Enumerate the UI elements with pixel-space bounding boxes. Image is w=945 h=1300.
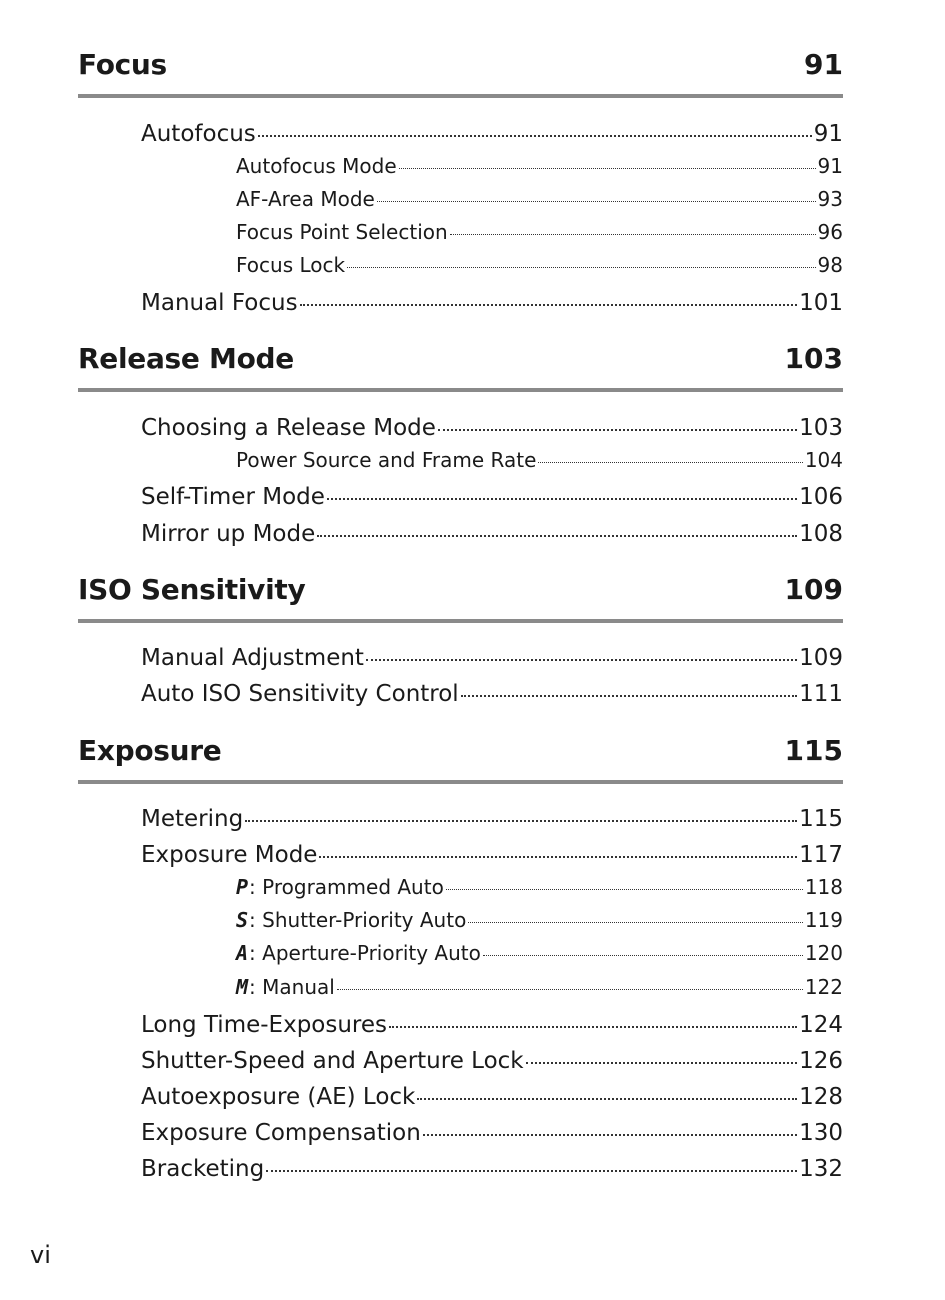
toc-entry[interactable] xyxy=(141,1082,843,1112)
dot-leader xyxy=(526,1062,797,1064)
entry-page: 109 xyxy=(799,645,843,671)
entry-page: 122 xyxy=(804,975,843,999)
dot-leader xyxy=(399,168,816,169)
entry-label: Autoexposure (AE) Lock xyxy=(141,1084,416,1110)
entry-page: 115 xyxy=(799,806,843,832)
toc-entry[interactable] xyxy=(141,119,843,149)
toc-section-iso-sensitivity xyxy=(78,571,843,707)
entry-label-text: : Programmed Auto xyxy=(249,875,444,899)
dot-leader xyxy=(266,1170,797,1172)
mode-a-icon: A xyxy=(236,941,249,965)
dot-leader xyxy=(327,498,797,500)
entry-label xyxy=(236,874,444,900)
section-divider xyxy=(78,388,843,392)
dot-leader xyxy=(389,1026,797,1028)
toc-entry[interactable] xyxy=(141,413,843,443)
section-divider xyxy=(78,619,843,623)
toc-entry[interactable] xyxy=(141,1046,843,1076)
entry-page: 98 xyxy=(817,253,843,277)
entry-page: 126 xyxy=(799,1048,843,1074)
toc-subentry[interactable] xyxy=(236,874,843,900)
entry-page: 108 xyxy=(799,521,843,547)
entry-label xyxy=(236,907,466,933)
entry-label: Focus Point Selection xyxy=(236,220,448,244)
entry-label: Exposure Compensation xyxy=(141,1120,421,1146)
section-divider xyxy=(78,780,843,784)
dot-leader xyxy=(245,820,797,822)
entry-label-text: : Aperture-Priority Auto xyxy=(249,941,481,965)
toc-subentry[interactable] xyxy=(236,186,843,212)
entry-page: 132 xyxy=(799,1156,843,1182)
entry-label: Manual Adjustment xyxy=(141,645,364,671)
dot-leader xyxy=(300,304,798,306)
mode-p-icon: P xyxy=(236,875,249,899)
section-page-number: 109 xyxy=(784,573,843,606)
entry-label: Exposure Mode xyxy=(141,842,318,868)
toc-section-focus xyxy=(78,46,843,316)
section-title: ISO Sensitivity xyxy=(78,573,306,606)
entry-label: Autofocus xyxy=(141,121,256,147)
entry-page: 130 xyxy=(799,1120,843,1146)
entry-page: 119 xyxy=(804,908,843,932)
entry-label-text: : Manual xyxy=(249,975,335,999)
toc-entry[interactable] xyxy=(141,482,843,512)
toc-subentry[interactable] xyxy=(236,153,843,179)
entry-page: 96 xyxy=(817,220,843,244)
entry-label-text: : Shutter-Priority Auto xyxy=(249,908,467,932)
toc-entry[interactable] xyxy=(141,643,843,673)
toc-subentry[interactable] xyxy=(236,940,843,966)
dot-leader xyxy=(417,1098,797,1100)
section-title: Focus xyxy=(78,48,167,81)
dot-leader xyxy=(377,201,816,202)
entry-page: 104 xyxy=(804,448,843,472)
entry-label: Metering xyxy=(141,806,244,832)
dot-leader xyxy=(468,922,803,923)
entry-page: 101 xyxy=(799,290,843,316)
mode-m-icon: M xyxy=(236,975,249,999)
entry-label: Shutter-Speed and Aperture Lock xyxy=(141,1048,524,1074)
toc-entry[interactable] xyxy=(141,1118,843,1148)
entry-page: 91 xyxy=(813,121,843,147)
entry-page: 117 xyxy=(799,842,843,868)
entry-page: 124 xyxy=(799,1012,843,1038)
toc-entry[interactable] xyxy=(141,288,843,318)
dot-leader xyxy=(337,989,803,990)
section-header xyxy=(78,571,843,611)
section-page-number: 115 xyxy=(784,734,843,767)
toc-subentry[interactable] xyxy=(236,219,843,245)
entry-label: Choosing a Release Mode xyxy=(141,415,436,441)
toc-subentry[interactable] xyxy=(236,447,843,473)
entry-page: 106 xyxy=(799,484,843,510)
section-header xyxy=(78,732,843,772)
section-title: Exposure xyxy=(78,734,222,767)
dot-leader xyxy=(423,1134,797,1136)
toc-entry[interactable] xyxy=(141,519,843,549)
dot-leader xyxy=(450,234,816,235)
section-header xyxy=(78,46,843,86)
entry-label xyxy=(236,940,481,966)
toc-entry[interactable] xyxy=(141,840,843,870)
dot-leader xyxy=(366,659,797,661)
dot-leader xyxy=(483,955,803,956)
entry-label: Autofocus Mode xyxy=(236,154,397,178)
entry-label: Focus Lock xyxy=(236,253,346,277)
dot-leader xyxy=(438,429,797,431)
dot-leader xyxy=(317,535,797,537)
entry-label: Auto ISO Sensitivity Control xyxy=(141,681,459,707)
page-folio: vi xyxy=(30,1241,51,1269)
section-divider xyxy=(78,94,843,98)
dot-leader xyxy=(538,462,802,463)
toc-entry[interactable] xyxy=(141,679,843,709)
entry-label: Manual Focus xyxy=(141,290,298,316)
section-page-number: 103 xyxy=(784,342,843,375)
dot-leader xyxy=(347,267,815,268)
entry-page: 103 xyxy=(799,415,843,441)
entry-page: 93 xyxy=(817,187,843,211)
toc-entry[interactable] xyxy=(141,1010,843,1040)
dot-leader xyxy=(461,695,797,697)
toc-entry[interactable] xyxy=(141,1154,843,1184)
toc-section-release-mode xyxy=(78,340,843,547)
entry-page: 91 xyxy=(817,154,843,178)
dot-leader xyxy=(446,889,803,890)
entry-label: AF-Area Mode xyxy=(236,187,375,211)
mode-s-icon: S xyxy=(236,908,249,932)
entry-page: 128 xyxy=(799,1084,843,1110)
entry-label: Power Source and Frame Rate xyxy=(236,448,537,472)
entry-label: Mirror up Mode xyxy=(141,521,316,547)
entry-label: Self-Timer Mode xyxy=(141,484,325,510)
toc-subentry[interactable] xyxy=(236,907,843,933)
entry-page: 120 xyxy=(804,941,843,965)
entry-page: 111 xyxy=(799,681,843,707)
section-title: Release Mode xyxy=(78,342,294,375)
entry-label xyxy=(236,974,335,1000)
entry-label: Long Time-Exposures xyxy=(141,1012,388,1038)
section-page-number: 91 xyxy=(804,48,843,81)
section-header xyxy=(78,340,843,380)
toc-section-exposure xyxy=(78,732,843,1182)
dot-leader xyxy=(319,856,797,858)
entry-page: 118 xyxy=(804,875,843,899)
entry-label: Bracketing xyxy=(141,1156,265,1182)
toc-subentry[interactable] xyxy=(236,974,843,1000)
toc-entry[interactable] xyxy=(141,804,843,834)
dot-leader xyxy=(258,135,812,137)
toc-subentry[interactable] xyxy=(236,252,843,278)
